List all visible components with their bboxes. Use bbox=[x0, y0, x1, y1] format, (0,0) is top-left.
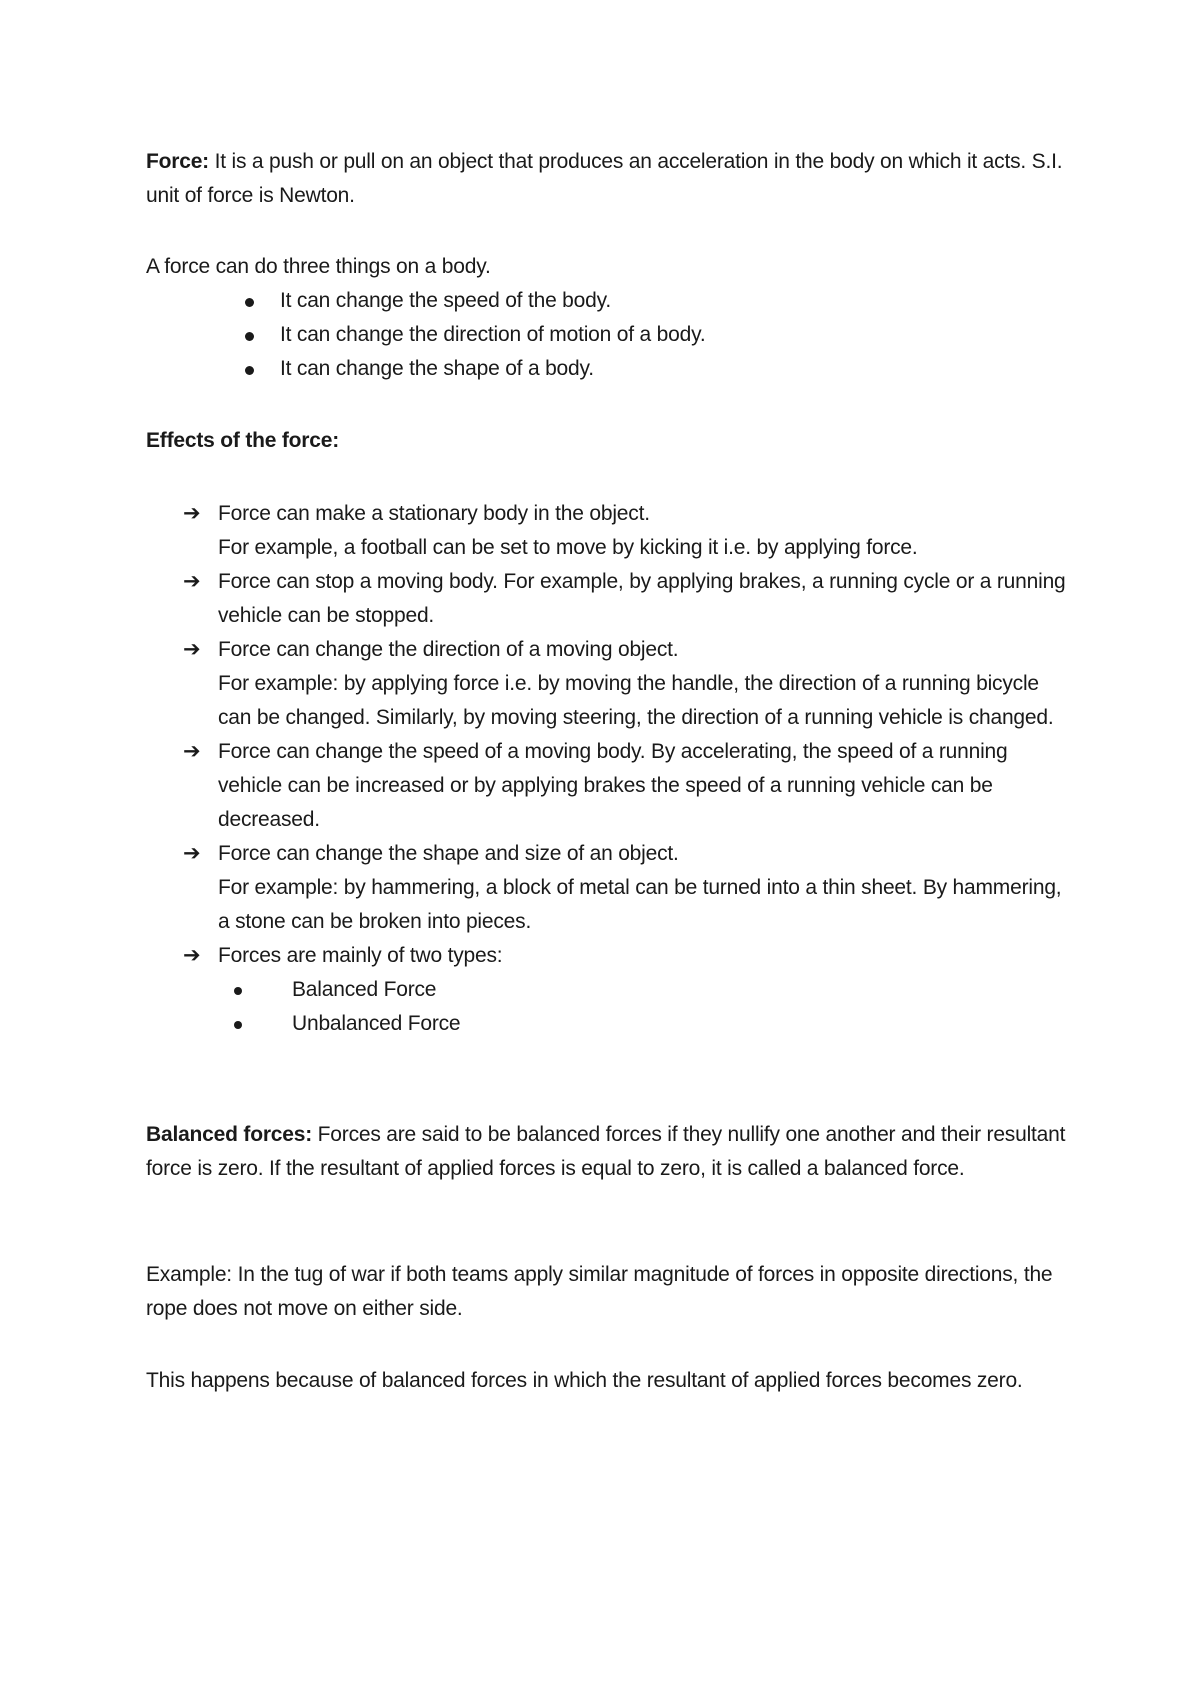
arrow-icon: ➔ bbox=[183, 638, 201, 661]
list-item: Unbalanced Force bbox=[146, 1007, 1066, 1041]
list-item: ➔ Forces are mainly of two types: Balanced Force Unbalanced Force bbox=[146, 939, 1066, 1041]
force-label: Force: bbox=[146, 150, 209, 173]
effects-heading-block bbox=[146, 424, 1066, 458]
three-things-lead: A force can do three things on a body. bbox=[146, 255, 491, 278]
force-definition-text: It is a push or pull on an object that produces an acceleration in the body on which it acts. S.I. unit of force is Newton. bbox=[146, 150, 1063, 207]
list-item: It can change the shape of a body. bbox=[146, 352, 1066, 386]
arrow-icon: ➔ bbox=[183, 842, 201, 865]
balanced-forces-label: Balanced forces: bbox=[146, 1123, 313, 1146]
bullet-icon bbox=[245, 366, 254, 375]
arrow-icon: ➔ bbox=[183, 502, 201, 525]
force-definition bbox=[146, 145, 1066, 213]
bullet-icon bbox=[234, 1021, 242, 1029]
effects-section bbox=[146, 497, 1066, 1041]
list-item: ➔ Force can stop a moving body. For example, by applying brakes, a running cycle or a running vehicle can be stopped. bbox=[146, 565, 1066, 633]
arrow-icon: ➔ bbox=[183, 740, 201, 763]
effects-heading: Effects of the force: bbox=[146, 429, 339, 452]
three-things-section bbox=[146, 250, 1066, 386]
balanced-forces-paragraph bbox=[146, 1118, 1066, 1186]
list-item: It can change the direction of motion of a body. bbox=[146, 318, 1066, 352]
conclusion-paragraph: This happens because of balanced forces in which the resultant of applied forces becomes zero. bbox=[146, 1369, 1023, 1392]
list-item: ➔ Force can change the speed of a moving body. By accelerating, the speed of a running vehicle can be increased or by applying brakes the speed of a running vehicle can be decreased. bbox=[146, 735, 1066, 837]
list-item: ➔ Force can change the direction of a moving object. For example: by applying force i.e. by moving the handle, the direction of a running bicycle can be changed. Similarly, by moving steering, the direction of a running vehicle is changed. bbox=[146, 633, 1066, 735]
arrow-icon: ➔ bbox=[183, 570, 201, 593]
three-things-list bbox=[146, 284, 1066, 386]
force-types-list bbox=[146, 973, 1066, 1041]
balanced-forces-text: Forces are said to be balanced forces if they nullify one another and their resultant force is zero. If the resultant of applied forces is equal to zero, it is called a balanced force. bbox=[146, 1123, 1066, 1180]
example-paragraph: Example: In the tug of war if both teams apply similar magnitude of forces in opposite directions, the rope does not move on either side. bbox=[146, 1263, 1053, 1320]
list-item: ➔ Force can change the shape and size of an object. For example: by hammering, a block of metal can be turned into a thin sheet. By hammering, a stone can be broken into pieces. bbox=[146, 837, 1066, 939]
list-item: Balanced Force bbox=[146, 973, 1066, 1007]
list-item: It can change the speed of the body. bbox=[146, 284, 1066, 318]
bullet-icon bbox=[245, 332, 254, 341]
list-item: ➔ Force can make a stationary body in the object. For example, a football can be set to move by kicking it i.e. by applying force. bbox=[146, 497, 1066, 565]
effects-list bbox=[146, 497, 1066, 1041]
bullet-icon bbox=[245, 298, 254, 307]
bullet-icon bbox=[234, 987, 242, 995]
arrow-icon: ➔ bbox=[183, 944, 201, 967]
